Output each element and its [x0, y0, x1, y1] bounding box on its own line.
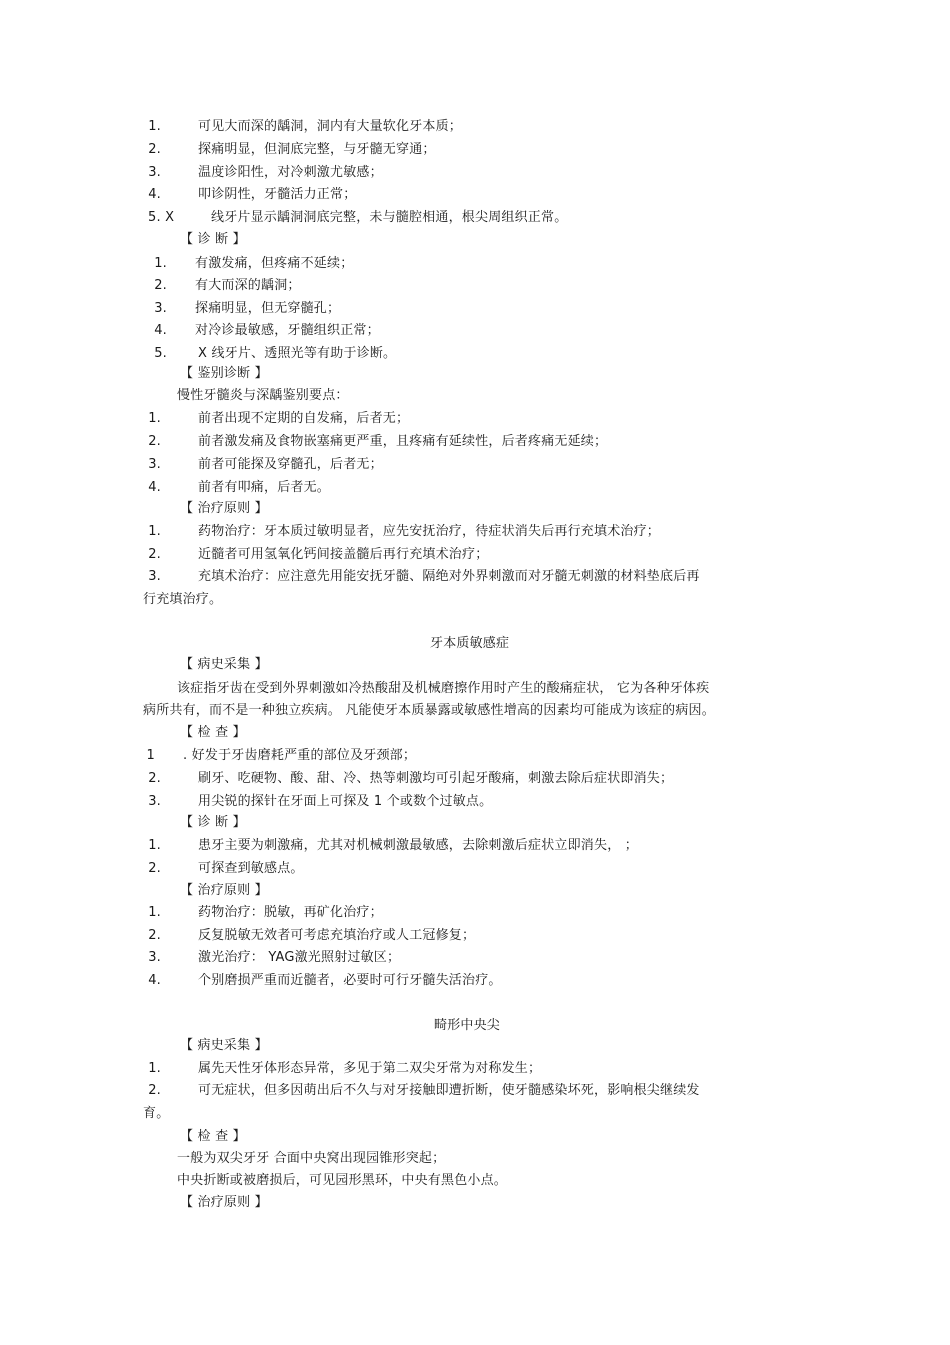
text-line: 牙本质敏感症 [430, 636, 510, 651]
text-line: 探痛明显，但洞底完整，与牙髓无穿通； [198, 142, 436, 157]
text-line: 畸形中央尖 [434, 1018, 501, 1033]
text-line: 前者可能探及穿髓孔，后者无； [198, 457, 383, 472]
list-number: 1. [148, 838, 161, 853]
text-line: 刷牙、吃硬物、酸、甜、冷、热等刺激均可引起牙酸痛，刺激去除后症状即消失； [198, 771, 674, 786]
text-line: 个别磨损严重而近髓者，必要时可行牙髓失活治疗。 [198, 973, 502, 988]
list-number: 5. [154, 346, 167, 361]
list-number: 1. [148, 1061, 161, 1076]
list-number: 3. [148, 569, 161, 584]
text-line: 探痛明显，但无穿髓孔； [195, 301, 341, 316]
text-line: 可见大而深的龋洞，洞内有大量软化牙本质； [198, 119, 463, 134]
text-line: 充填术治疗：应注意先用能安抚牙髓、隔绝对外界刺激而对牙髓无刺激的材料垫底后再 [198, 569, 700, 584]
list-number: 3. [148, 457, 161, 472]
list-number: 2. [148, 771, 161, 786]
text-line: 药物治疗：牙本质过敏明显者，应先安抚治疗，待症状消失后再行充填术治疗； [198, 524, 661, 539]
text-line: 【 诊 断 】 [180, 815, 246, 830]
text-line: 育。 [143, 1106, 170, 1121]
list-number: 1. [148, 411, 161, 426]
text-line: 温度诊阳性，对冷刺激尤敏感； [198, 165, 383, 180]
text-line: 【 治疗原则 】 [180, 883, 268, 898]
list-number: 1 [146, 748, 155, 763]
text-line: 【 治疗原则 】 [180, 1195, 268, 1210]
text-line: 近髓者可用氢氧化钙间接盖髓后再行充填术治疗； [198, 547, 489, 562]
text-line: 【 检 查 】 [180, 725, 246, 740]
text-line: 激光治疗： YAG激光照射过敏区； [198, 950, 401, 965]
list-number: 4. [148, 187, 161, 202]
list-number: 4. [154, 323, 167, 338]
list-number: 3. [154, 301, 167, 316]
list-number: 1. [154, 256, 167, 271]
text-line: 对冷诊最敏感，牙髓组织正常； [195, 323, 380, 338]
list-number: 2. [148, 861, 161, 876]
text-line: 一般为双尖牙牙 合面中央窝出现园锥形突起； [177, 1151, 446, 1166]
list-number: 2. [148, 1083, 161, 1098]
text-line: . 好发于牙齿磨耗严重的部位及牙颈部； [183, 748, 417, 763]
text-line: 【 鉴别诊断 】 [180, 366, 268, 381]
list-number: 2. [154, 278, 167, 293]
text-line: 叩诊阴性，牙髓活力正常； [198, 187, 357, 202]
list-number: 5. X [148, 210, 175, 225]
text-line: 药物治疗：脱敏，再矿化治疗； [198, 905, 383, 920]
text-line: 该症指牙齿在受到外界刺激如冷热酸甜及机械磨擦作用时产生的酸痛症状， 它为各种牙体疾 [177, 681, 710, 696]
list-number: 1. [148, 905, 161, 920]
text-line: 中央折断或被磨损后，可见园形黑环，中央有黑色小点。 [177, 1173, 508, 1188]
list-number: 1. [148, 119, 161, 134]
text-line: 【 病史采集 】 [180, 657, 268, 672]
text-line: 用尖锐的探针在牙面上可探及 1 个或数个过敏点。 [198, 794, 493, 809]
text-line: 【 检 查 】 [180, 1129, 246, 1144]
text-line: 【 治疗原则 】 [180, 501, 268, 516]
text-line: 前者激发痛及食物嵌塞痛更严重，且疼痛有延续性，后者疼痛无延续； [198, 434, 608, 449]
text-line: 可探查到敏感点。 [198, 861, 304, 876]
text-line: 前者有叩痛，后者无。 [198, 480, 331, 495]
text-line: 病所共有，而不是一种独立疾病。 凡能使牙本质暴露或敏感性增高的因素均可能成为该症的病因。 [143, 703, 715, 718]
list-number: 2. [148, 928, 161, 943]
text-line: X 线牙片、透照光等有助于诊断。 [198, 346, 397, 361]
text-line: 【 诊 断 】 [180, 232, 246, 247]
text-line: 慢性牙髓炎与深龋鉴别要点： [177, 388, 349, 403]
text-line: 前者出现不定期的自发痛，后者无； [198, 411, 410, 426]
list-number: 4. [148, 973, 161, 988]
text-line: 患牙主要为刺激痛，尤其对机械刺激最敏感，去除刺激后症状立即消失， ； [198, 838, 638, 853]
list-number: 2. [148, 547, 161, 562]
list-number: 1. [148, 524, 161, 539]
text-line: 有激发痛，但疼痛不延续； [195, 256, 354, 271]
list-number: 4. [148, 480, 161, 495]
list-number: 3. [148, 794, 161, 809]
list-number: 3. [148, 165, 161, 180]
list-number: 2. [148, 434, 161, 449]
text-line: 可无症状，但多因萌出后不久与对牙接触即遭折断，使牙髓感染坏死，影响根尖继续发 [198, 1083, 700, 1098]
text-line: 有大而深的龋洞； [195, 278, 301, 293]
text-line: 【 病史采集 】 [180, 1038, 268, 1053]
list-number: 3. [148, 950, 161, 965]
text-line: 属先天性牙体形态异常，多见于第二双尖牙常为对称发生； [198, 1061, 542, 1076]
list-number: 2. [148, 142, 161, 157]
text-line: 行充填治疗。 [143, 592, 223, 607]
text-line: 反复脱敏无效者可考虑充填治疗或人工冠修复； [198, 928, 476, 943]
text-line: 线牙片显示龋洞洞底完整，未与髓腔相通，根尖周组织正常。 [211, 210, 568, 225]
